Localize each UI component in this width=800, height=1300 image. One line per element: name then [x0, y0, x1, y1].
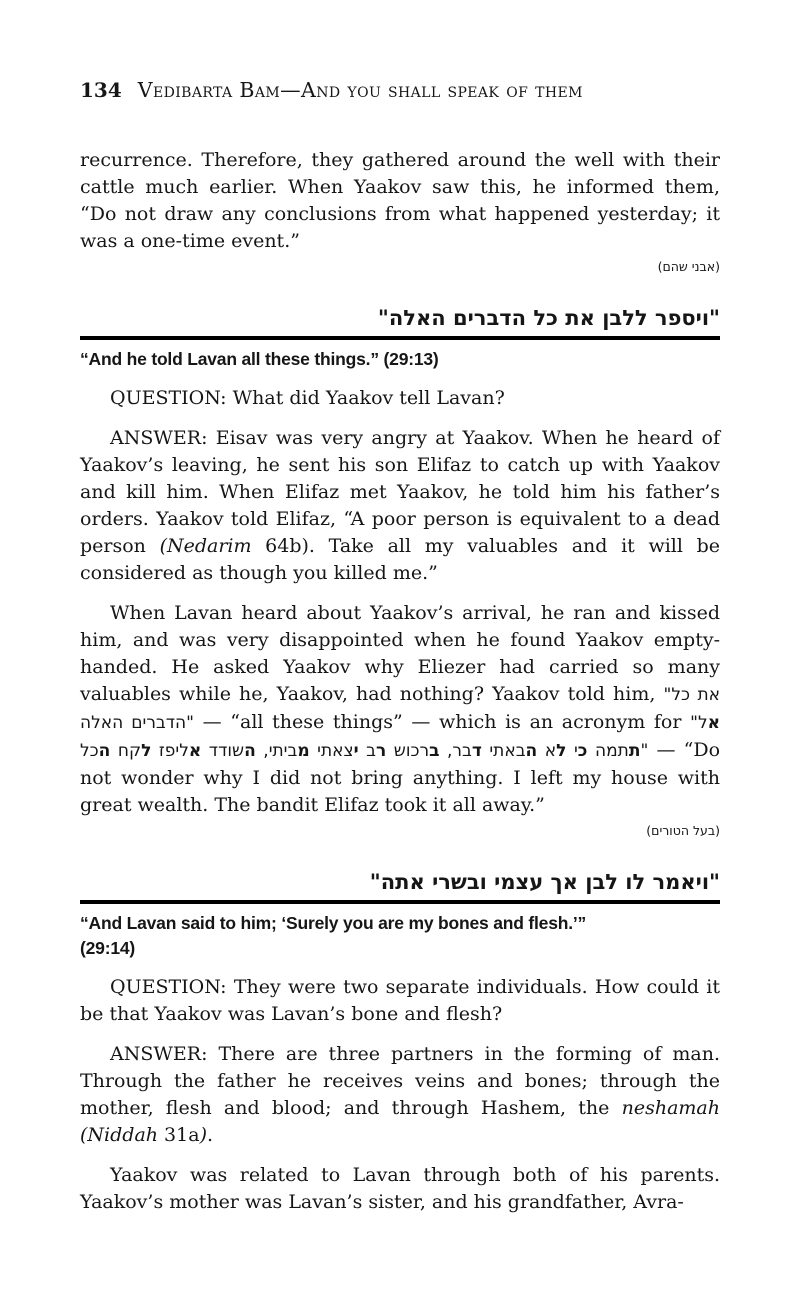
text-segment: ANSWER: Eisav was very angry at Yaakov. When he heard of Yaakov’s leaving, he sent his son Elifaz to catch up with Yaakov and kill him. When Elifaz met Yaakov, he told him his father’s orders. Yaakov told Elifaz, “A poor person is equivalent to a dead person: [80, 427, 720, 557]
answer-paragraph: [80, 425, 720, 587]
text-segment: מ: [297, 741, 310, 761]
text-segment: ה: [98, 741, 111, 761]
question-paragraph: QUESTION: What did Yaakov tell Lavan?: [110, 387, 505, 409]
text-segment: ד: [471, 741, 482, 761]
text-segment: ליפז: [151, 741, 189, 761]
page-content: [80, 78, 720, 1216]
verse-caption: [80, 911, 720, 961]
text-segment: כ: [577, 741, 588, 761]
text-segment: — “all these things” — which is an acronym for: [193, 711, 691, 733]
source-attribution-intro: (אבני שהם): [657, 259, 720, 274]
text-segment: כל": [80, 741, 649, 761]
verse-reference: (29:14): [80, 938, 136, 958]
text-segment: ת: [628, 741, 641, 761]
text-segment: ANSWER: There are three partners in the forming of man. Through the father he receives veins and bones; through the mother, flesh and blood; and through Hashem, the: [80, 1043, 720, 1119]
text-segment: ): [199, 1124, 207, 1146]
text-segment: י: [353, 741, 359, 761]
page-header: [80, 78, 720, 102]
text-segment: ר: [376, 741, 387, 761]
text-segment: שודד: [201, 741, 245, 761]
heading-rule: [80, 336, 720, 340]
text-segment: .: [206, 1124, 214, 1146]
section-29-13: [80, 305, 720, 839]
text-segment: קח: [110, 741, 142, 761]
text-segment: (Nedarim: [159, 535, 252, 557]
text-segment: (Niddah: [80, 1124, 159, 1146]
text-segment: א: [707, 713, 720, 733]
text-segment: ל: [141, 741, 152, 761]
discussion-paragraph: [80, 600, 720, 819]
section-29-14: [80, 869, 720, 1216]
text-segment: When Lavan heard about Yaakov’s arrival, he ran and kissed him, and was very disappointed when he found Yaakov empty-handed. He asked Yaakov why Eliezer had carried so many valuables while he, Yaakov, had nothing? Yaakov told him,: [80, 602, 720, 705]
closing-paragraph: Yaakov was related to Lavan through both of his parents. Yaakov’s mother was Lavan’s sister, and his grandfather, Avra-: [80, 1164, 720, 1213]
verse-caption-text: “And Lavan said to him; ‘Surely you are my bones and flesh.’”: [80, 913, 587, 933]
text-segment: — “Do not wonder why I did not bring anything. I left my house with great wealth. The bandit Elifaz took it all away.”: [80, 739, 721, 816]
text-segment: ביתי,: [255, 741, 298, 761]
hebrew-verse-heading: "ויספר ללבן את כל הדברים האלה": [377, 306, 720, 330]
text-segment: 31a: [158, 1124, 200, 1146]
text-segment: ל: [697, 713, 708, 733]
text-segment: "את כל הדברים האלה": [80, 685, 721, 733]
text-segment: צאתי: [309, 741, 354, 761]
text-segment: תמה: [587, 741, 629, 761]
verse-caption: “And he told Lavan all these things.” (29:13): [80, 349, 439, 369]
text-segment: באתי: [481, 741, 526, 761]
answer-paragraph: [80, 1041, 720, 1149]
text-segment: רכוש: [386, 741, 430, 761]
text-segment: 64b). Take all my valuables and it will be considered as though you killed me.”: [80, 535, 720, 584]
text-segment: neshamah: [621, 1097, 720, 1119]
text-segment: ל: [556, 741, 567, 761]
text-segment: ה: [244, 741, 256, 761]
text-segment: ב: [429, 741, 440, 761]
question-paragraph: QUESTION: They were two separate individuals. How could it be that Yaakov was Lavan’s bone and flesh?: [80, 976, 720, 1025]
heading-rule: [80, 900, 720, 904]
hebrew-verse-heading: "ויאמר לו לבן אך עצמי ובשרי אתה": [369, 870, 720, 894]
text-segment: בר,: [439, 741, 472, 761]
text-segment: ה: [525, 741, 538, 761]
intro-continuation-paragraph: recurrence. Therefore, they gathered around the well with their cattle much earlier. When Yaakov saw this, he informed them, “Do not draw any conclusions from what happened yesterday; it was a one-time event.”: [80, 149, 720, 252]
text-segment: ": [690, 713, 698, 733]
text-segment: א: [188, 741, 202, 761]
text-segment: ב: [358, 741, 376, 761]
text-segment: א: [537, 741, 557, 761]
text-segment: י: [566, 741, 578, 761]
running-title: Vedibarta Bam—And you shall speak of them: [137, 78, 583, 102]
page-number: 134: [80, 78, 122, 102]
source-attribution-section1: (בעל הטורים): [646, 823, 720, 838]
